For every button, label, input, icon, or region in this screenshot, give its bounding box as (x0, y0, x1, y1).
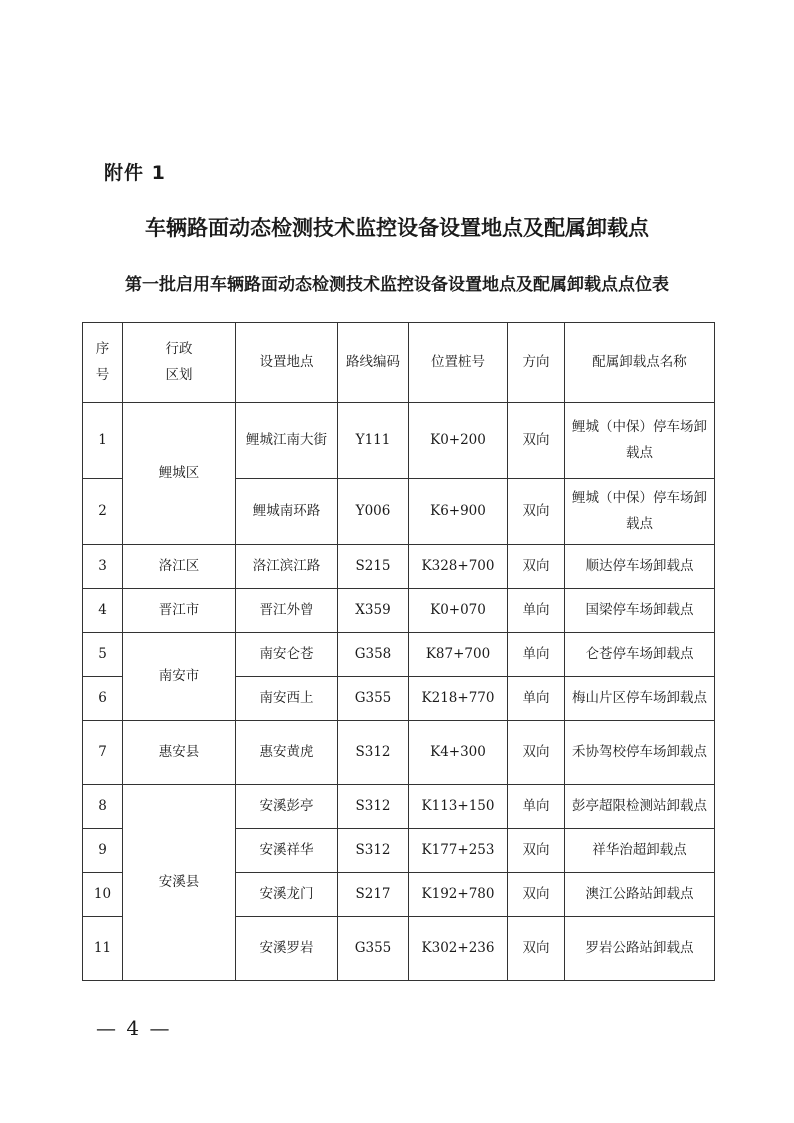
district-cell: 晋江市 (123, 589, 236, 633)
route-cell: S215 (338, 545, 409, 589)
direction-cell: 单向 (508, 589, 565, 633)
unload-cell: 澳江公路站卸载点 (565, 873, 715, 917)
route-cell: G355 (338, 677, 409, 721)
unload-cell: 顺达停车场卸载点 (565, 545, 715, 589)
direction-cell: 双向 (508, 403, 565, 479)
unload-cell: 梅山片区停车场卸载点 (565, 677, 715, 721)
route-cell: S217 (338, 873, 409, 917)
table-row (83, 589, 715, 633)
unload-cell: 仑苍停车场卸载点 (565, 633, 715, 677)
seq-cell: 11 (83, 917, 123, 981)
seq-cell: 3 (83, 545, 123, 589)
unload-cell: 祥华治超卸载点 (565, 829, 715, 873)
location-cell: 南安仑苍 (236, 633, 338, 677)
location-cell: 安溪彭亭 (236, 785, 338, 829)
header-district: 行政 区划 (123, 323, 236, 403)
route-cell: G358 (338, 633, 409, 677)
stake-cell: K0+200 (409, 403, 508, 479)
header-stake: 位置桩号 (409, 323, 508, 403)
direction-cell: 双向 (508, 721, 565, 785)
direction-cell: 双向 (508, 829, 565, 873)
location-cell: 安溪罗岩 (236, 917, 338, 981)
direction-cell: 单向 (508, 785, 565, 829)
seq-cell: 7 (83, 721, 123, 785)
table-row (83, 633, 715, 677)
seq-cell: 1 (83, 403, 123, 479)
seq-cell: 8 (83, 785, 123, 829)
seq-cell: 5 (83, 633, 123, 677)
route-cell: Y111 (338, 403, 409, 479)
seq-cell: 9 (83, 829, 123, 873)
direction-cell: 双向 (508, 873, 565, 917)
table-row (83, 721, 715, 785)
seq-cell: 4 (83, 589, 123, 633)
stake-cell: K87+700 (409, 633, 508, 677)
stake-cell: K4+300 (409, 721, 508, 785)
district-cell: 惠安县 (123, 721, 236, 785)
route-cell: S312 (338, 721, 409, 785)
header-seq: 序 号 (83, 323, 123, 403)
page-number: — 4 — (96, 1016, 172, 1040)
seq-cell: 10 (83, 873, 123, 917)
stake-cell: K6+900 (409, 479, 508, 545)
unload-cell: 鲤城（中保）停车场卸载点 (565, 403, 715, 479)
table-row (83, 403, 715, 479)
unload-cell: 国梁停车场卸载点 (565, 589, 715, 633)
unload-cell: 罗岩公路站卸载点 (565, 917, 715, 981)
location-cell: 安溪祥华 (236, 829, 338, 873)
header-route-code: 路线编码 (338, 323, 409, 403)
route-cell: Y006 (338, 479, 409, 545)
unload-cell: 彭亭超限检测站卸载点 (565, 785, 715, 829)
seq-cell: 6 (83, 677, 123, 721)
location-cell: 鲤城南环路 (236, 479, 338, 545)
route-cell: X359 (338, 589, 409, 633)
location-cell: 惠安黄虎 (236, 721, 338, 785)
route-cell: S312 (338, 829, 409, 873)
stake-cell: K113+150 (409, 785, 508, 829)
location-cell: 晋江外曾 (236, 589, 338, 633)
equipment-table (82, 322, 715, 981)
attachment-label: 附件 1 (104, 162, 166, 184)
location-cell: 洛江滨江路 (236, 545, 338, 589)
stake-cell: K0+070 (409, 589, 508, 633)
location-cell: 南安西上 (236, 677, 338, 721)
stake-cell: K328+700 (409, 545, 508, 589)
direction-cell: 双向 (508, 917, 565, 981)
district-cell: 洛江区 (123, 545, 236, 589)
table-row (83, 785, 715, 829)
table-header-row (83, 323, 715, 403)
table-subtitle: 第一批启用车辆路面动态检测技术监控设备设置地点及配属卸载点点位表 (125, 275, 669, 295)
stake-cell: K192+780 (409, 873, 508, 917)
direction-cell: 双向 (508, 545, 565, 589)
header-location: 设置地点 (236, 323, 338, 403)
location-cell: 鲤城江南大街 (236, 403, 338, 479)
stake-cell: K302+236 (409, 917, 508, 981)
route-cell: G355 (338, 917, 409, 981)
header-unload-point: 配属卸载点名称 (565, 323, 715, 403)
district-cell: 南安市 (123, 633, 236, 721)
district-cell: 鲤城区 (123, 403, 236, 545)
unload-cell: 鲤城（中保）停车场卸载点 (565, 479, 715, 545)
direction-cell: 单向 (508, 633, 565, 677)
route-cell: S312 (338, 785, 409, 829)
seq-cell: 2 (83, 479, 123, 545)
stake-cell: K177+253 (409, 829, 508, 873)
stake-cell: K218+770 (409, 677, 508, 721)
table-row (83, 545, 715, 589)
district-cell: 安溪县 (123, 785, 236, 981)
unload-cell: 禾协驾校停车场卸载点 (565, 721, 715, 785)
direction-cell: 单向 (508, 677, 565, 721)
document-title: 车辆路面动态检测技术监控设备设置地点及配属卸载点 (145, 216, 649, 240)
direction-cell: 双向 (508, 479, 565, 545)
location-cell: 安溪龙门 (236, 873, 338, 917)
header-direction: 方向 (508, 323, 565, 403)
